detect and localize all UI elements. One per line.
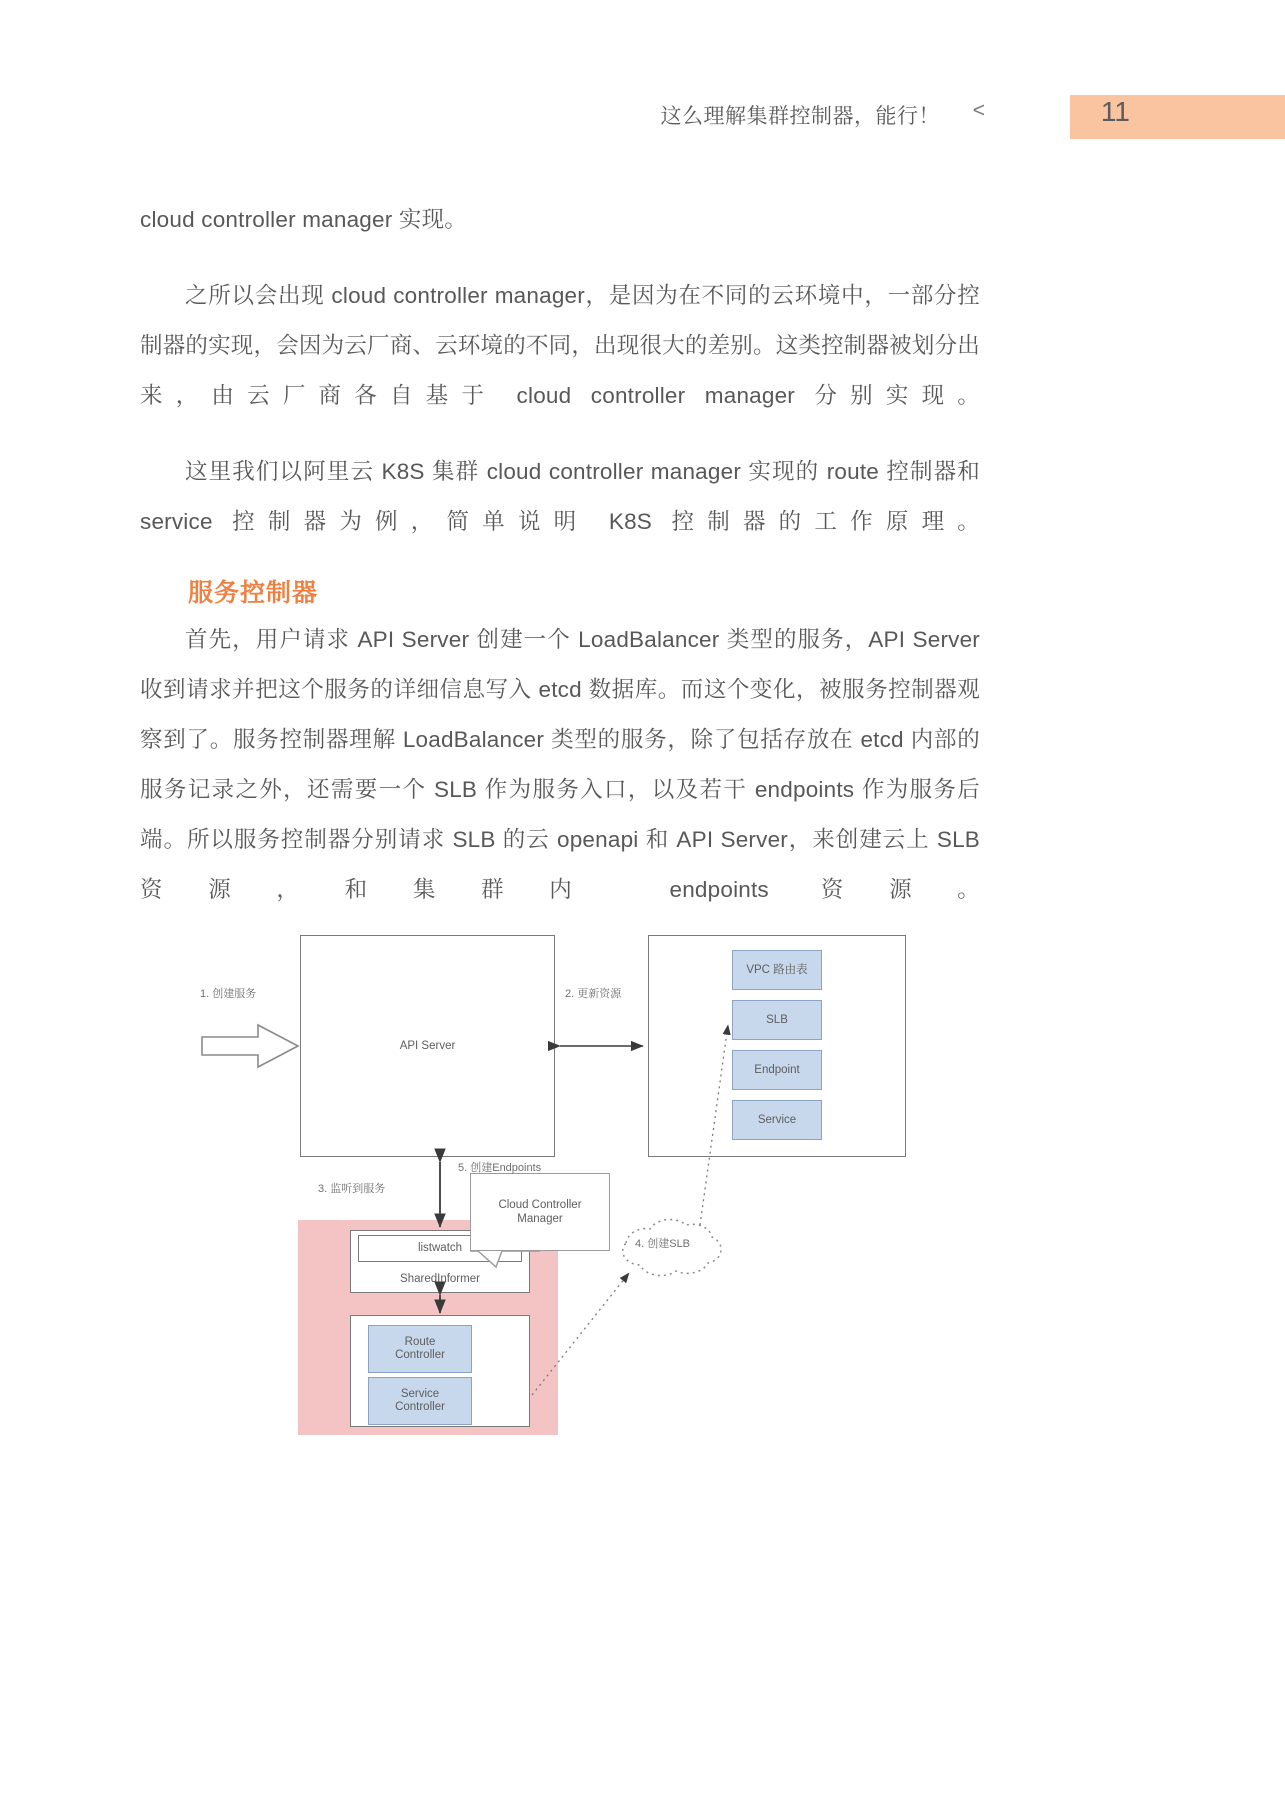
resource-box-service xyxy=(732,1100,822,1140)
api-server-label: API Server xyxy=(399,1039,456,1052)
paragraph-1: cloud controller manager 实现。 xyxy=(140,207,467,232)
step-4-label: 4. 创建SLB xyxy=(635,1238,691,1250)
service-controller-box xyxy=(368,1377,472,1425)
resource-box-vpc xyxy=(732,950,822,990)
route-controller-label-2: Controller xyxy=(395,1349,445,1361)
step-5-label: 5. 创建Endpoints xyxy=(458,1162,542,1174)
ccm-label-1: Cloud Controller xyxy=(498,1199,582,1211)
create-service-arrow xyxy=(202,1025,298,1067)
paragraph-4: 首先，用户请求 API Server 创建一个 LoadBalancer 类型的服务，API Server 收到请求并把这个服务的详细信息写入 etcd 数据库。而这个变化，被服务控制器观察到了。服务控制器理解 LoadBalancer 类型的服务，除了包括存放在 etcd 内部的服务记录之外，还需要一个 SLB 作为服务入口，以及若干 endpoints 作为服务后端。所以服务控制器分别请求 SLB 的云 openapi 和 API Server，来创建云上 SLB 资源，和集群内 endpoints 资源。 xyxy=(140,627,980,902)
paragraph-3: 这里我们以阿里云 K8S 集群 cloud controller manager 实现的 route 控制器和 service 控制器为例，简单说明 K8S 控制器的工作原理。 xyxy=(140,459,980,534)
section-heading: 服务控制器 xyxy=(188,579,319,607)
diagram-connectors xyxy=(140,925,1140,1535)
header-title: 这么理解集群控制器，能行！ xyxy=(660,105,940,128)
step-3-label: 3. 监听到服务 xyxy=(318,1183,386,1195)
step-1-label: 1. 创建服务 xyxy=(200,988,257,1000)
resource-box-endpoint xyxy=(732,1050,822,1090)
route-controller-label-1: Route xyxy=(404,1336,436,1348)
architecture-diagram xyxy=(140,925,1140,1535)
listwatch-label: listwatch xyxy=(417,1242,463,1254)
page-header xyxy=(0,95,1285,139)
api-server-box xyxy=(300,935,555,1157)
resource-box-slb xyxy=(732,1000,822,1040)
ccm-callout xyxy=(470,1173,610,1251)
resource-label-slb: SLB xyxy=(766,1013,788,1026)
service-controller-label-1: Service xyxy=(400,1388,440,1400)
page-content xyxy=(140,195,980,941)
route-controller-box xyxy=(368,1325,472,1373)
service-controller-label-2: Controller xyxy=(395,1401,445,1413)
paragraph-2: 之所以会出现 cloud controller manager，是因为在不同的云环境中，一部分控制器的实现，会因为云厂商、云环境的不同，出现很大的差别。这类控制器被划分出来，由云厂商各自基于 cloud controller manager 分别实现。 xyxy=(140,283,980,408)
ccm-label-2: Manager xyxy=(517,1213,563,1225)
page-number: 11 xyxy=(1100,96,1130,127)
step-2-label: 2. 更新资源 xyxy=(565,988,622,1000)
chevron-left-icon: < xyxy=(972,99,985,122)
resource-label-vpc: VPC 路由表 xyxy=(746,963,808,976)
shared-informer-label: SharedInformer xyxy=(400,1273,480,1285)
resource-label-endpoint: Endpoint xyxy=(754,1063,800,1076)
resource-label-service: Service xyxy=(757,1113,797,1126)
